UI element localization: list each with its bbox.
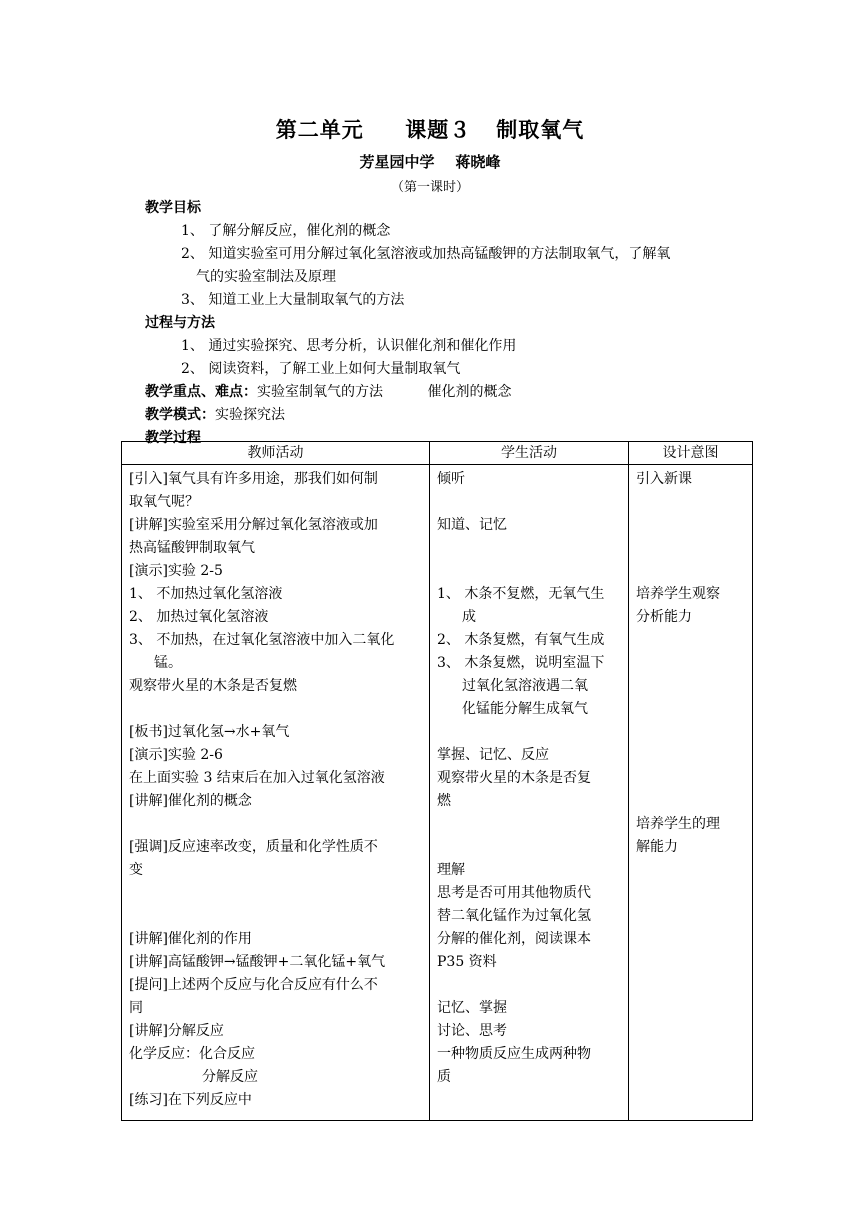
student-line: 理解: [437, 862, 465, 878]
student-activity-cell: [430, 465, 629, 1121]
intent-line: 引入新课: [636, 471, 692, 487]
objective-item-continued: 气的实验室制法及原理: [196, 269, 336, 285]
process-method-heading: 过程与方法: [145, 315, 215, 331]
student-line: 一种物质反应生成两种物: [437, 1046, 591, 1062]
student-line: 分解的催化剂，阅读课本: [437, 931, 591, 947]
procedure-heading: 教学过程: [145, 430, 201, 446]
session-label: （第一课时）: [390, 180, 469, 195]
student-line: 成: [462, 609, 476, 625]
student-line: 思考是否可用其他物质代: [437, 885, 591, 901]
teacher-line: 同: [129, 1000, 143, 1016]
intent-line: 培养学生的理: [636, 816, 720, 832]
teacher-line: [讲解]分解反应: [129, 1023, 224, 1039]
teacher-line: 取氧气呢？: [129, 494, 199, 510]
teacher-line: [讲解]催化剂的作用: [129, 931, 252, 947]
teacher-line: 观察带火星的木条是否复燃: [129, 678, 297, 694]
objective-item: 1、 了解分解反应，催化剂的概念: [181, 223, 391, 239]
design-intent-cell: [629, 465, 753, 1121]
teacher-activity-cell: [122, 465, 430, 1121]
teacher-line: [演示]实验 2-6: [129, 747, 223, 763]
student-line: 替二氧化锰作为过氧化氢: [437, 908, 591, 924]
header-teacher: 教师活动: [122, 442, 430, 465]
teacher-line: 热高锰酸钾制取氧气: [129, 540, 255, 556]
student-line: 讨论、思考: [437, 1023, 507, 1039]
table-header-row: [122, 442, 753, 465]
teacher-line: 变: [129, 862, 143, 878]
intent-line: 解能力: [636, 839, 678, 855]
process-method-item: 1、 通过实验探究、思考分析，认识催化剂和催化作用: [181, 338, 517, 354]
teacher-line: [讲解]催化剂的概念: [129, 793, 252, 809]
teacher-line: [引入]氧气具有许多用途，那我们如何制: [129, 471, 378, 487]
author-line: 芳星园中学 蒋晓峰: [359, 153, 501, 171]
student-line: P35 资料: [437, 954, 497, 970]
teacher-line: 分解反应: [202, 1069, 258, 1085]
student-line: 2、 木条复燃，有氧气生成: [437, 632, 605, 648]
student-line: 掌握、记忆、反应: [437, 747, 549, 763]
objective-item: 3、 知道工业上大量制取氧气的方法: [181, 292, 405, 308]
student-line: 知道、记忆: [437, 517, 507, 533]
header-intent: 设计意图: [629, 442, 753, 465]
teacher-line: [练习]在下列反应中: [129, 1092, 252, 1108]
student-line: 记忆、掌握: [437, 1000, 507, 1016]
mode-value: 实验探究法: [215, 407, 285, 423]
student-line: 化锰能分解生成氧气: [462, 701, 588, 717]
teacher-line: 化学反应：化合反应: [129, 1046, 255, 1062]
mode-line: [145, 404, 285, 427]
process-method-item: 2、 阅读资料，了解工业上如何大量制取氧气: [181, 361, 461, 377]
teacher-line: [提问]上述两个反应与化合反应有什么不: [129, 977, 378, 993]
teacher-line: [强调]反应速率改变，质量和化学性质不: [129, 839, 378, 855]
header-student: 学生活动: [430, 442, 629, 465]
teacher-line: 1、 不加热过氧化氢溶液: [129, 586, 283, 602]
student-line: 3、 木条复燃，说明室温下: [437, 655, 605, 671]
teacher-line: 3、 不加热，在过氧化氢溶液中加入二氧化: [129, 632, 395, 648]
key-points-label: 教学重点、难点：: [145, 384, 257, 400]
student-line: 燃: [437, 793, 451, 809]
student-line: 过氧化氢溶液遇二氧: [462, 678, 588, 694]
teacher-line: [板书]过氧化氢→水+氧气: [129, 724, 290, 740]
intent-line: 分析能力: [636, 609, 692, 625]
procedure-table: [121, 441, 753, 1121]
student-line: 质: [437, 1069, 451, 1085]
student-line: 1、 木条不复燃，无氧气生: [437, 586, 605, 602]
teacher-line: [演示]实验 2-5: [129, 563, 223, 579]
teacher-line: 在上面实验 3 结束后在加入过氧化氢溶液: [129, 770, 385, 786]
teacher-line: 2、 加热过氧化氢溶液: [129, 609, 269, 625]
key-points-line: [145, 381, 512, 404]
document-title: 第二单元 课题３ 制取氧气: [275, 118, 585, 142]
table-row: [122, 465, 753, 1121]
mode-label: 教学模式：: [145, 407, 215, 423]
objectives-heading: 教学目标: [145, 200, 201, 216]
student-line: 倾听: [437, 471, 465, 487]
teacher-line: 锰。: [154, 655, 182, 671]
teacher-line: [讲解]高锰酸钾→锰酸钾+二氧化锰+氧气: [129, 954, 386, 970]
key-points-value: 实验室制氧气的方法 催化剂的概念: [257, 384, 512, 400]
intent-line: 培养学生观察: [636, 586, 720, 602]
objective-item: 2、 知道实验室可用分解过氧化氢溶液或加热高锰酸钾的方法制取氧气，了解氧: [181, 246, 671, 262]
teacher-line: [讲解]实验室采用分解过氧化氢溶液或加: [129, 517, 378, 533]
student-line: 观察带火星的木条是否复: [437, 770, 591, 786]
